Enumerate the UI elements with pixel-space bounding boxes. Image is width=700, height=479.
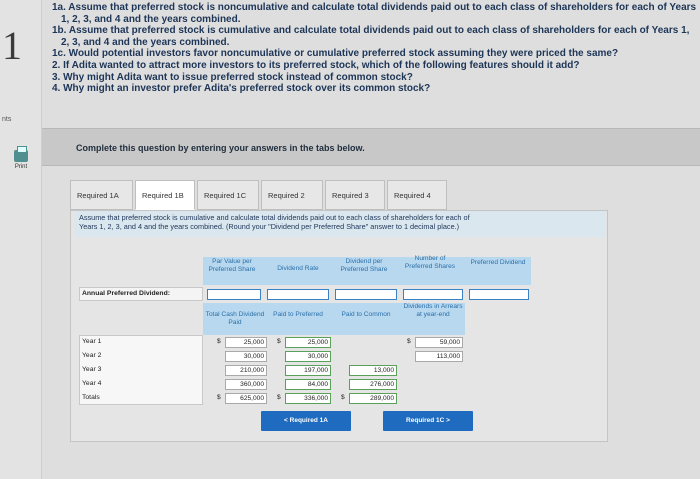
paid-preferred-year-3[interactable]: 197,000 — [285, 365, 331, 376]
header-par-value: Par Value per Preferred Share — [208, 258, 256, 273]
total-cash-year-2[interactable]: 30,000 — [225, 351, 267, 362]
par-value-input[interactable] — [207, 289, 261, 300]
currency-symbol: $ — [277, 338, 281, 345]
question-line: 2, 3, and 4 and the years combined. — [61, 36, 230, 48]
paid-preferred-totals[interactable]: 336,000 — [285, 393, 331, 404]
currency-symbol: $ — [217, 338, 221, 345]
prev-tab-label: Required 1A — [289, 417, 328, 424]
arrears-year-2[interactable]: 113,000 — [415, 351, 463, 362]
tab-required-3[interactable]: Required 3 — [325, 180, 385, 210]
answer-panel — [70, 210, 608, 442]
total-cash-year-3[interactable]: 210,000 — [225, 365, 267, 376]
paid-common-year-4[interactable]: 276,000 — [349, 379, 397, 390]
tab-required-2[interactable]: Required 2 — [261, 180, 323, 210]
paid-preferred-year-1[interactable]: 25,000 — [285, 337, 331, 348]
currency-symbol: $ — [217, 394, 221, 401]
panel-description-line: Years 1, 2, 3, and 4 and the years combined. (Round your "Dividend per Preferred Share" answer to 1 decimal place.) — [79, 222, 460, 231]
dividend-rate-input[interactable] — [267, 289, 329, 300]
paid-common-year-3[interactable]: 13,000 — [349, 365, 397, 376]
row-label-year-4: Year 4 — [82, 380, 102, 387]
header-dividends-arrears: Dividends in Arrears at year-end — [403, 303, 463, 318]
question-line: 1b. Assume that preferred stock is cumulative and calculate total dividends paid out to each class of shareholders for each of Years 1, — [52, 25, 690, 37]
header-preferred-dividend: Preferred Dividend — [470, 259, 526, 266]
prev-tab-button[interactable] — [261, 411, 351, 431]
header-paid-common: Paid to Common — [341, 311, 391, 318]
points-label: nts — [2, 116, 12, 123]
header-total-cash: Total Cash Dividend Paid — [205, 311, 265, 326]
header-dividend-rate: Dividend Rate — [277, 265, 319, 272]
printer-icon — [14, 150, 28, 162]
print-label: Print — [14, 164, 28, 170]
question-line: 1a. Assume that preferred stock is noncumulative and calculate total dividends paid out to each class of shareholders for each of Years — [52, 2, 697, 13]
panel-description-line: Assume that preferred stock is cumulative and calculate total dividends paid out to each class of shareholders for each of — [79, 213, 470, 222]
currency-symbol: $ — [407, 338, 411, 345]
total-cash-totals[interactable]: 625,000 — [225, 393, 267, 404]
tab-bar — [70, 180, 449, 210]
question-line: 4. Why might an investor prefer Adita's preferred stock over its common stock? — [52, 83, 431, 95]
tab-required-4[interactable]: Required 4 — [387, 180, 447, 210]
currency-symbol: $ — [341, 394, 345, 401]
question-text — [52, 2, 700, 95]
chevron-right-icon: > — [446, 417, 450, 424]
question-line: 2. If Adita wanted to attract more investors to its preferred stock, which of the following features should it add? — [52, 59, 580, 71]
chevron-left-icon: < — [284, 417, 288, 424]
row-label-year-2: Year 2 — [82, 352, 102, 359]
panel-description — [75, 211, 605, 237]
paid-preferred-year-4[interactable]: 84,000 — [285, 379, 331, 390]
row-label-year-3: Year 3 — [82, 366, 102, 373]
annual-row-label: Annual Preferred Dividend: — [82, 290, 170, 297]
number-shares-input[interactable] — [403, 289, 463, 300]
header-number-shares: Number of Preferred Shares — [404, 255, 456, 270]
tab-required-1a[interactable]: Required 1A — [70, 180, 133, 210]
tab-required-1c[interactable]: Required 1C — [197, 180, 259, 210]
row-label-totals: Totals — [82, 394, 100, 401]
next-tab-button[interactable] — [383, 411, 473, 431]
header-dividend-per-share: Dividend per Preferred Share — [340, 258, 388, 273]
arrears-year-1[interactable]: 59,000 — [415, 337, 463, 348]
total-cash-year-4[interactable]: 360,000 — [225, 379, 267, 390]
total-cash-year-1[interactable]: 25,000 — [225, 337, 267, 348]
paid-preferred-year-2[interactable]: 30,000 — [285, 351, 331, 362]
question-line: 1c. Would potential investors favor noncumulative or cumulative preferred stock assuming they were priced the same? — [52, 48, 619, 60]
left-rail — [0, 0, 42, 479]
instruction-text: Complete this question by entering your answers in the tabs below. — [76, 143, 365, 153]
preferred-dividend-input[interactable] — [469, 289, 529, 300]
next-tab-label: Required 1C — [406, 417, 445, 424]
question-number: 1 — [2, 23, 22, 68]
question-line: 1, 2, 3, and 4 and the years combined. — [61, 13, 241, 25]
question-line: 3. Why might Adita want to issue preferred stock instead of common stock? — [52, 71, 413, 83]
header-paid-preferred: Paid to Preferred — [273, 311, 323, 318]
instruction-bar — [42, 128, 700, 166]
row-label-year-1: Year 1 — [82, 338, 102, 345]
print-button[interactable] — [8, 150, 34, 170]
currency-symbol: $ — [277, 394, 281, 401]
tab-required-1b[interactable]: Required 1B — [135, 180, 195, 210]
dividend-per-share-input[interactable] — [335, 289, 397, 300]
paid-common-totals[interactable]: 289,000 — [349, 393, 397, 404]
